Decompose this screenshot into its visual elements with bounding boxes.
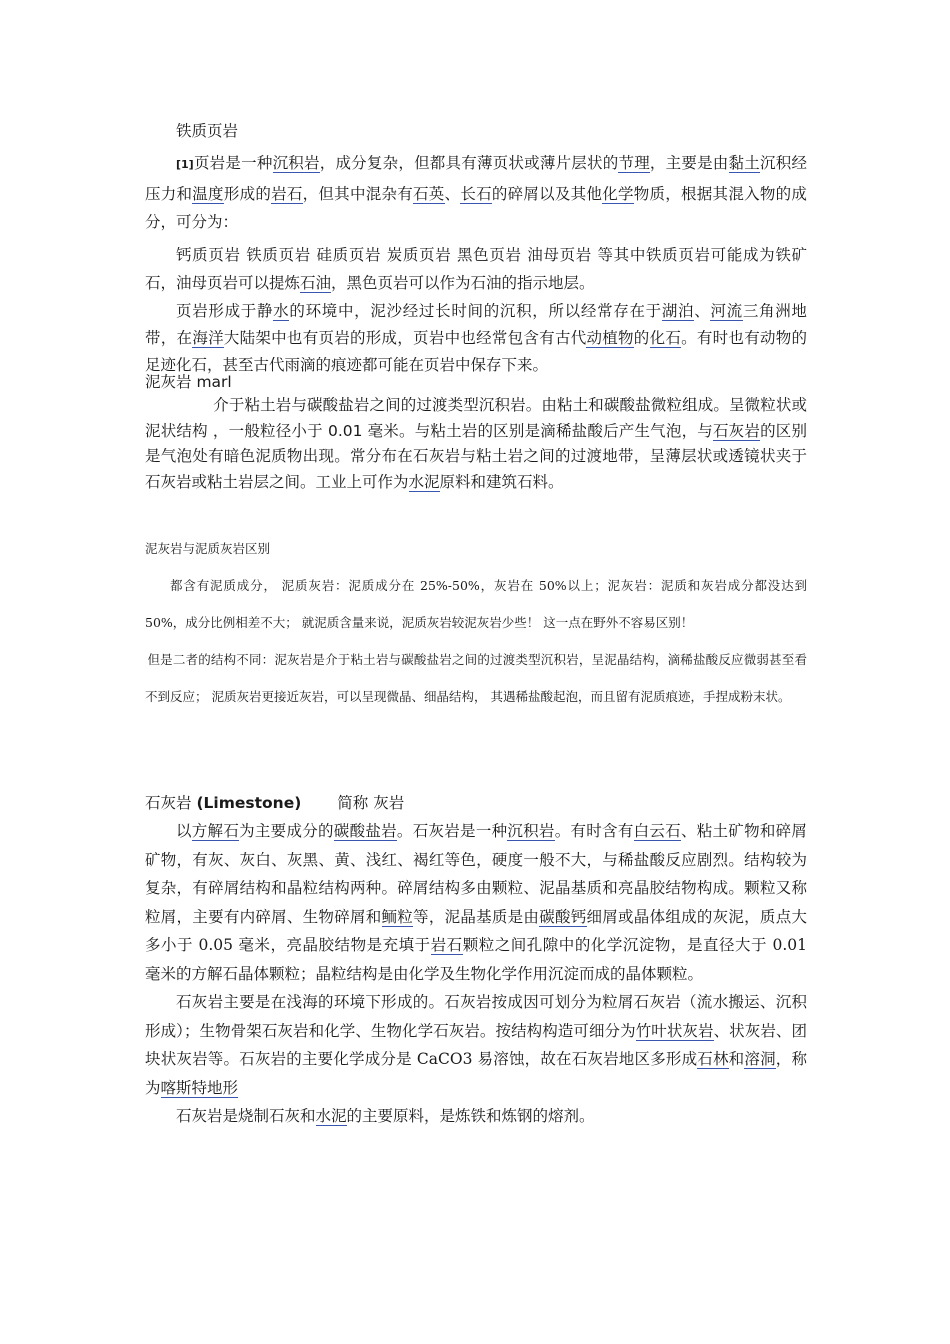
link-joint[interactable]: 节理	[618, 154, 650, 172]
link-cement[interactable]: 水泥	[408, 472, 440, 491]
section-title: 石灰岩 (Limestone) 简称 灰岩	[145, 794, 405, 812]
section-title: 泥灰岩 marl	[145, 373, 232, 391]
link-calcium-carbonate[interactable]: 碳酸钙	[539, 907, 587, 926]
section-limestone	[145, 789, 807, 1131]
link-sedimentary-rock-2[interactable]: 沉积岩	[507, 822, 555, 840]
paragraph-limestone-formation: 石灰岩主要是在浅海的环境下形成的。石灰岩按成因可划分为粒屑石灰岩（流水搬运、沉积形成）；生物骨架石灰岩和化学、生物化学石灰岩。按结构构造可细分为竹叶状灰岩、状灰岩、团块状灰岩等。石灰岩的主要化学成分是 CaCO3 易溶蚀，故在石灰岩地区多形成石林和溶洞，称为喀斯特地形	[145, 993, 807, 1097]
section-iron-shale	[145, 117, 807, 379]
paragraph-structure-difference: 但是二者的结构不同：泥灰岩是介于粘土岩与碳酸盐岩之间的过渡类型沉积岩，呈泥晶结构，滴稀盐酸反应微弱甚至看不到反应； 泥质灰岩更接近灰岩，可以呈现微晶、细晶结构， 其遇稀盐酸起泡，而且留有泥质痕迹，手捏成粉末状。	[145, 652, 807, 704]
link-karst-cave[interactable]: 溶洞	[744, 1050, 776, 1068]
paragraph-composition-difference: 都含有泥质成分， 泥质灰岩：泥质成分在 25%-50%，灰岩在 50%以上；泥灰岩：泥质和灰岩成分都没达到 50%，成分比例相差不大； 就泥质含量来说，泥质灰岩较泥灰岩少些！ 这一点在野外不容易区别！	[145, 578, 807, 630]
link-rock[interactable]: 岩石	[271, 184, 303, 203]
link-lake[interactable]: 湖泊	[661, 301, 695, 320]
paragraph-marl-definition: 介于粘土岩与碳酸盐岩之间的过渡类型沉积岩。由粘土和碳酸盐微粒组成。呈微粒状或泥状结构 ，一般粒径小于 0.01 毫米。与粘土岩的区别是滴稀盐酸后产生气泡，与石灰岩的区别是气泡处有暗色泥质物出现。常分布在石灰岩与粘土岩之间的过渡地带，呈薄层状或透镜状夹于石灰岩或粘土岩层之间。工业上可作为水泥原料和建筑石料。	[145, 396, 807, 491]
link-bamboo-leaf-limestone[interactable]: 竹叶状灰岩	[635, 1021, 714, 1040]
section-marl	[145, 368, 807, 495]
link-dolomite[interactable]: 白云石	[633, 822, 681, 840]
link-quartz[interactable]: 石英	[413, 184, 445, 203]
paragraph-limestone-uses: 石灰岩是烧制石灰和水泥的主要原料，是炼铁和炼钢的熔剂。	[176, 1107, 595, 1125]
link-stone-forest[interactable]: 石林	[697, 1050, 729, 1068]
link-calcite[interactable]: 方解石	[191, 822, 240, 840]
link-cement-2[interactable]: 水泥	[315, 1107, 347, 1125]
link-petroleum[interactable]: 石油	[300, 274, 332, 292]
link-rock-2[interactable]: 岩石	[430, 936, 463, 954]
section-title: 铁质页岩	[176, 122, 239, 140]
link-carbonate-rock[interactable]: 碳酸盐岩	[333, 822, 397, 840]
paragraph-limestone-definition: 以方解石为主要成分的碳酸盐岩。石灰岩是一种沉积岩。有时含有白云石、粘土矿物和碎屑矿物，有灰、灰白、灰黑、黄、浅红、褐红等色，硬度一般不大，与稀盐酸反应剧烈。结构较为复杂，有碎屑结构和晶粒结构两种。碎屑结构多由颗粒、泥晶基质和亮晶胶结物构成。颗粒又称粒屑，主要有内碎屑、生物碎屑和鲕粒等，泥晶基质是由碳酸钙细屑或晶体组成的灰泥，质点大多小于 0.05 毫米，亮晶胶结物是充填于岩石颗粒之间孔隙中的化学沉淀物，是直径大于 0.01 毫米的方解石晶体颗粒；晶粒结构是由化学及生物化学作用沉淀而成的晶体颗粒。	[145, 822, 807, 983]
paragraph-shale-formation: 页岩形成于静水的环境中，泥沙经过长时间的沉积，所以经常存在于湖泊、河流三角洲地带，在海洋大陆架中也有页岩的形成，页岩中也经常包含有古代动植物的化石。有时也有动物的足迹化石，甚至古代雨滴的痕迹都可能在页岩中保存下来。	[145, 301, 807, 374]
link-limestone[interactable]: 石灰岩	[712, 421, 761, 440]
link-water[interactable]: 水	[273, 301, 290, 320]
link-fossil[interactable]: 化石	[649, 328, 682, 347]
link-oolite[interactable]: 鲕粒	[381, 907, 414, 926]
link-clay[interactable]: 黏土	[728, 154, 760, 172]
link-flora-fauna[interactable]: 动植物	[586, 328, 634, 347]
paragraph-shale-types: 钙质页岩 铁质页岩 硅质页岩 炭质页岩 黑色页岩 油母页岩 等其中铁质页岩可能成为铁矿石，油母页岩可以提炼石油，黑色页岩可以作为石油的指示地层。	[145, 245, 807, 292]
link-chemistry[interactable]: 化学	[602, 184, 634, 203]
link-sedimentary-rock[interactable]: 沉积岩	[272, 154, 320, 172]
link-temperature[interactable]: 温度	[192, 184, 224, 203]
link-karst-landform[interactable]: 喀斯特地形	[160, 1078, 239, 1097]
section-title: 泥灰岩与泥质灰岩区别	[145, 541, 271, 556]
paragraph-shale-definition: [1]页岩是一种沉积岩，成分复杂，但都具有薄页状或薄片层状的节理，主要是由黏土沉积经压力和温度形成的岩石，但其中混杂有石英、长石的碎屑以及其他化学物质，根据其混入物的成分，可分为：	[145, 154, 807, 231]
link-ocean[interactable]: 海洋	[192, 328, 224, 347]
link-river[interactable]: 河流	[710, 301, 743, 320]
reference-marker[interactable]: [1]	[176, 158, 194, 171]
link-feldspar[interactable]: 长石	[460, 184, 492, 203]
section-marl-vs-argillaceous-limestone	[145, 530, 807, 715]
